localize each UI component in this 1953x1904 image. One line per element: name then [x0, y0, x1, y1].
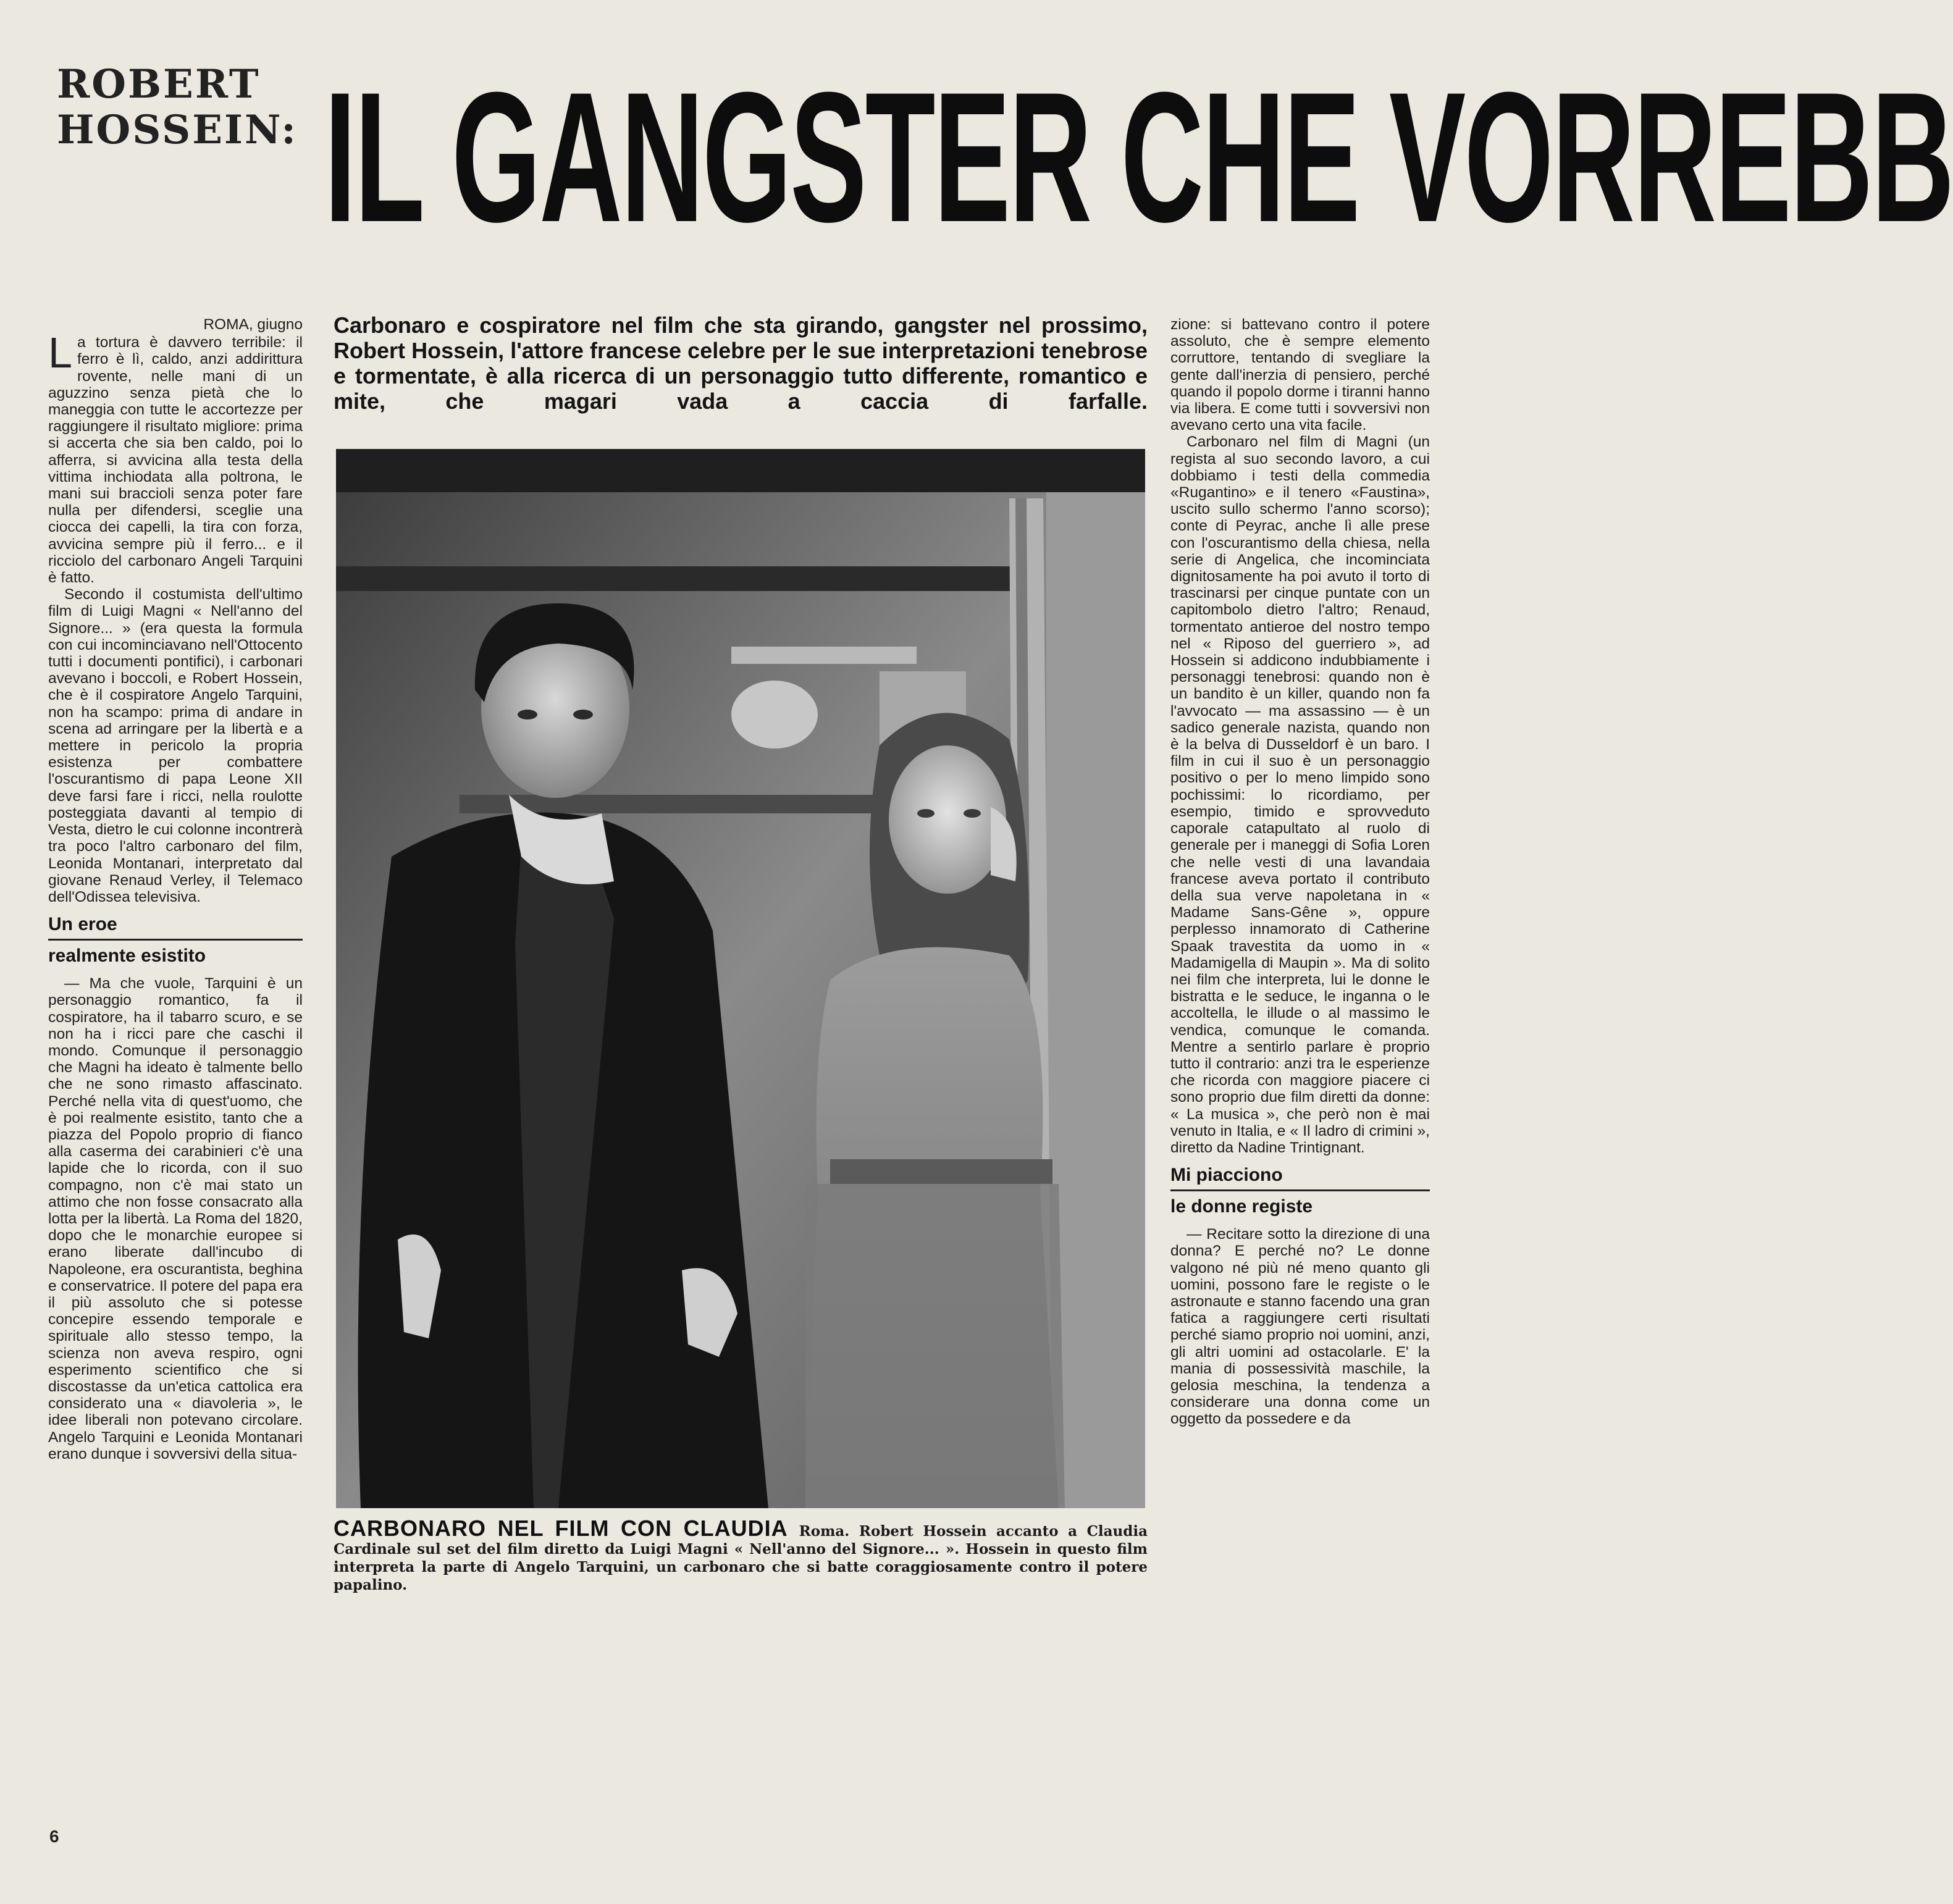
- page-number: 6: [49, 1827, 59, 1846]
- right-paragraph-3: — Recitare sotto la direzione di una donna? E perché no? Le donne valgono né più né meno quanto gli uomini, possono fare le registe o le astronaute e stanno facendo una gran fatica a raggiungere certi risultati perché siamo proprio noi uomini, anzi, gli altri uomini ad ostacolarle. E' la mania di possessività maschile, la gelosia meschina, la tendenza a considerare una donna come un oggetto da possedere e da: [1170, 1226, 1430, 1428]
- left-paragraph-2: Secondo il costumista dell'ultimo film di Luigi Magni « Nell'anno del Signore... » (era questa la formula con cui incominciavano nell'Ottocento tutti i documenti pontifici), i carbonari avevano i boccoli, e Robert Hossein, che è il cospiratore Angelo Tarquini, non ha scampo: prima di andare in scena ad arringare per la libertà e a mettere in pericolo la propria esistenza per combattere l'oscurantismo di papa Leone XII deve farsi fare i ricci, nella roulotte posteggiata davanti al tempio di Vesta, dietro le cui colonne incontrerà tra poco l'altro carbonaro del film, Leonida Montanari, interpretato dal giovane Renaud Verley, il Telemaco dell'Odissea televisiva.: [48, 586, 303, 905]
- caption-text: Roma. Robert Hossein accanto a Claudia Cardinale sul set del film diretto da Luigi Magni « Nell'anno del Signore... ». Hossein in questo film interpreta la parte di Angelo Tarquini, un carbonaro che si batte coraggiosamente contro il potere papalino.: [334, 1523, 1148, 1593]
- film-still-photo: [336, 449, 1145, 1508]
- kicker-line-2: HOSSEIN:: [57, 107, 298, 153]
- caption-title: CARBONARO NEL FILM CON CLAUDIA: [334, 1516, 788, 1541]
- article-deck: Carbonaro e cospiratore nel film che sta girando, gangster nel prossimo, Robert Hossein, l'attore francese celebre per le sue interpretazioni tenebrose e tormentate, è alla ricerca di un personaggio tutto differente, romantico e mite, che magari vada a caccia di farfalle.: [334, 312, 1148, 414]
- right-column: [1170, 316, 1430, 1860]
- drop-cap: L: [48, 329, 72, 377]
- dateline: ROMA, giugno: [203, 316, 303, 333]
- subhead-mi-piacciono: Mi piacciono: [1170, 1165, 1430, 1191]
- subhead-un-eroe: Un eroe: [48, 914, 303, 941]
- left-paragraph-1: a tortura è davvero terribile: il ferro è lì, caldo, anzi addirittura rovente, nelle mani di un aguzzino senza pietà che lo maneggia con tutte le accortezze per raggiungere il risultato migliore: prima si accerta che sia ben caldo, poi lo afferra, si avvicina alla testa della vittima inchiodata alla poltrona, le mani sui braccioli senza poter fare nulla per difendersi, sceglie una ciocca dei capelli, la tira con forza, avvicina sempre più il ferro... e il ricciolo del carbonaro Angeli Tarquini è fatto.: [48, 334, 303, 587]
- headline: IL GANGSTER CHE VORREBB: [324, 53, 1953, 261]
- subhead-le-donne-registe: le donne registe: [1170, 1196, 1313, 1217]
- left-column: [48, 316, 303, 1829]
- subhead-realmente-esistito: realmente esistito: [48, 946, 206, 967]
- left-paragraph-3: — Ma che vuole, Tarquini è un personaggio romantico, fa il cospiratore, ha il tabarro scuro, e se non ha i ricci pare che caschi il mondo. Comunque il personaggio che Magni ha ideato è talmente bello che ne sono rimasto affascinato. Perché nella vita di quest'uomo, che è poi realmente esistito, tanto che a piazza del Popolo proprio di fianco alla caserma dei carabinieri c'è una lapide che lo ricorda, con il suo compagno, non c'è mai stato un attimo che non fosse consacrato alla lotta per la libertà. La Roma del 1820, dopo che le monarchie europee si erano liberate dall'incubo di Napoleone, era oscurantista, beghina e conservatrice. Il potere del papa era il più assoluto che si potesse concepire essendo temporale e spirituale allo stesso tempo, la scienza non aveva respiro, ogni esperimento scientifico che si discostasse da un'etica cattolica era considerato una « diavoleria », le idee liberali non potevano circolare. Angelo Tarquini e Leonida Montanari erano dunque i sovversivi della situa-: [48, 975, 303, 1462]
- kicker: [57, 62, 316, 153]
- headline-frame: [324, 40, 1953, 274]
- kicker-line-1: ROBERT: [57, 61, 261, 107]
- right-paragraph-1: zione: si battevano contro il potere assoluto, che è sempre elemento corruttore, tentando di svegliare la gente dall'inerzia di pensiero, perché quando il popolo dorme i tiranni hanno via libera. E come tutti i sovversivi non avevano certo una vita facile.: [1170, 316, 1430, 434]
- photo-caption: [334, 1516, 1148, 1594]
- photo-illustration: [336, 449, 1145, 1508]
- right-paragraph-2: Carbonaro nel film di Magni (un regista al suo secondo lavoro, a cui dobbiamo i testi della commedia «Rugantino» e il tenero «Faustina», uscito sullo schermo l'anno scorso); conte di Peyrac, anche lì alle prese con l'oscurantismo della chiesa, nella serie di Angelica, che incominciata dignitosamente ha poi avuto il torto di trascinarsi per cinque puntate con un capitombolo dietro l'altro; Renaud, tormentato antieroe del nostro tempo nel « Riposo del guerriero », ad Hossein si addicono indubbiamente i personaggi tenebrosi: quando non è un bandito è un killer, quando non fa l'avvocato — ma assassino — è un sadico generale nazista, quando non è la belva di Dusseldorf è un baro. I film in cui il suo è un personaggio positivo o per lo meno limpido sono pochissimi: lo ricordiamo, per esempio, timido e sprovveduto caporale catapultato al ruolo di generale per i maneggi di Sofia Loren che nelle vesti di una lavandaia francese aveva portato il contributo della sua verve napoletana in « Madame Sans-Gêne », oppure perplesso innamorato di Catherine Spaak travestita da uomo in « Madamigella di Maupin ». Ma di solito nei film che interpreta, lui le donne le bistratta e le seduce, le inganna o le accoltella, le illude o al massimo le vendica, comunque le comanda. Mentre a sentirlo parlare è proprio tutto il contrario: anzi tra le esperienze che ricorda con maggiore piacere ci sono proprio due film diretti da donne: « La musica », che però non è mai venuto in Italia, e « Il ladro di crimini », diretto da Nadine Trintignant.: [1170, 434, 1430, 1156]
